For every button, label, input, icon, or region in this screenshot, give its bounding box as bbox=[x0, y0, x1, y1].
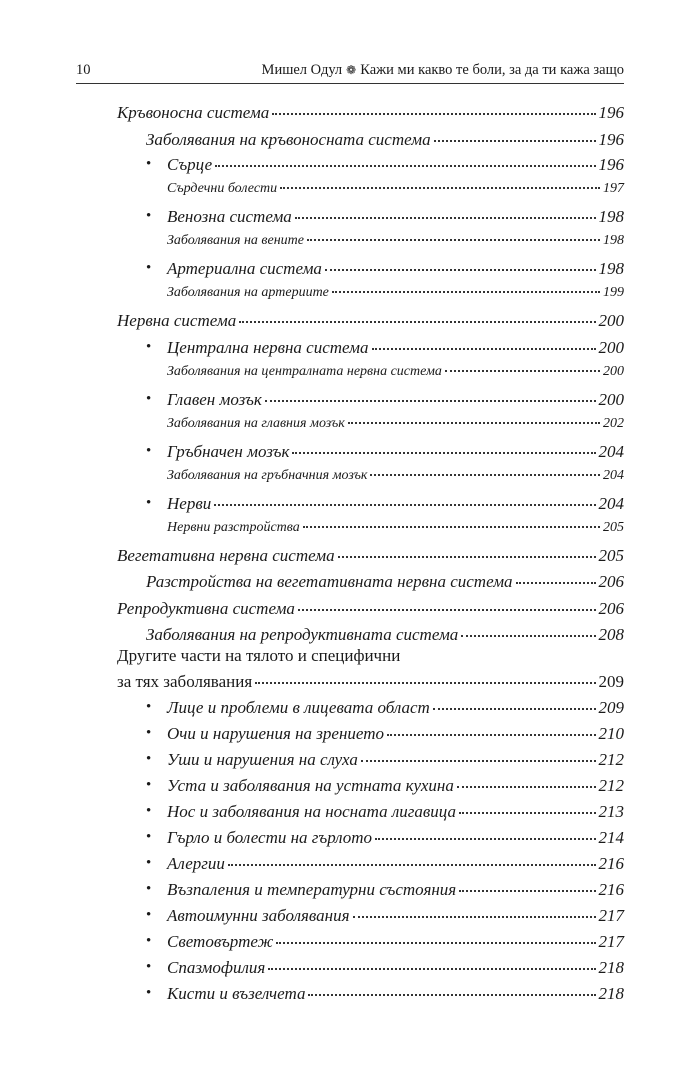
dot-leader bbox=[348, 421, 600, 424]
dot-leader bbox=[338, 555, 596, 558]
toc-entry-label: Спазмофилия bbox=[167, 958, 266, 977]
toc-entry-label: Вегетативна нервна система bbox=[117, 546, 335, 565]
toc-entry-label: Сърдечни болести bbox=[167, 181, 278, 196]
toc-entry-label: Лице и проблеми в лицевата област bbox=[167, 698, 430, 717]
dot-leader bbox=[387, 733, 596, 736]
toc-entry[interactable] bbox=[167, 932, 624, 952]
dot-leader bbox=[434, 139, 596, 142]
toc-entry-page: 204 bbox=[598, 494, 624, 513]
toc-entry[interactable] bbox=[146, 572, 624, 592]
bullet-icon: • bbox=[146, 855, 152, 871]
author-name: Мишел Одул bbox=[261, 62, 343, 78]
toc-entry-label: Гръбначен мозък bbox=[167, 442, 290, 461]
bullet-icon: • bbox=[146, 208, 152, 224]
dot-leader bbox=[370, 473, 600, 476]
toc-entry[interactable] bbox=[167, 906, 624, 926]
toc-entry[interactable] bbox=[167, 285, 624, 301]
toc-entry-label: Венозна система bbox=[167, 207, 292, 226]
toc-entry[interactable] bbox=[167, 390, 624, 410]
toc-entry[interactable] bbox=[146, 130, 624, 150]
toc-entry-label: Възпаления и температурни състояния bbox=[167, 880, 457, 899]
toc-entry-label: Алергии bbox=[167, 854, 225, 873]
dot-leader bbox=[353, 915, 596, 918]
toc-entry[interactable] bbox=[167, 468, 624, 484]
toc-entry[interactable] bbox=[167, 520, 624, 536]
toc-entry-label: Нос и заболявания на носната лигавица bbox=[167, 802, 456, 821]
toc-entry-page: 208 bbox=[598, 625, 624, 644]
toc-entry-page: 216 bbox=[598, 880, 624, 899]
toc-entry[interactable] bbox=[167, 442, 624, 462]
dot-leader bbox=[375, 837, 596, 840]
toc-entry-label: Уши и нарушения на слуха bbox=[167, 750, 358, 769]
bullet-icon: • bbox=[146, 495, 152, 511]
toc-entry-page: 209 bbox=[598, 672, 624, 691]
dot-leader bbox=[215, 164, 595, 167]
toc-entry-page: 209 bbox=[598, 698, 624, 717]
dot-leader bbox=[298, 608, 596, 611]
toc-entry-label: Заболявания на вените bbox=[167, 233, 304, 248]
toc-entry-page: 198 bbox=[598, 207, 624, 226]
toc-entry[interactable] bbox=[117, 672, 624, 692]
toc-entry-page: 206 bbox=[598, 572, 624, 591]
toc-entry-label: Заболявания на централната нервна система bbox=[167, 364, 442, 379]
bullet-icon: • bbox=[146, 260, 152, 276]
toc-entry-page: 205 bbox=[598, 546, 624, 565]
toc-entry[interactable] bbox=[167, 698, 624, 718]
toc-entry-label: Очи и нарушения на зрението bbox=[167, 724, 384, 743]
toc-entry-page: 200 bbox=[598, 390, 624, 409]
toc-entry-label: Заболявания на главния мозък bbox=[167, 416, 345, 431]
toc-entry-label: Нервна система bbox=[117, 311, 237, 330]
toc-entry-page: 200 bbox=[598, 338, 624, 357]
toc-entry-page: 196 bbox=[598, 130, 624, 149]
toc-entry[interactable] bbox=[167, 416, 624, 432]
bullet-icon: • bbox=[146, 751, 152, 767]
bullet-icon: • bbox=[146, 933, 152, 949]
toc-entry-label: Нерви bbox=[167, 494, 212, 513]
toc-entry-label: Артериална система bbox=[167, 259, 322, 278]
toc-entry-page: 217 bbox=[598, 932, 624, 951]
toc-entry-page: 218 bbox=[598, 958, 624, 977]
toc-entry[interactable] bbox=[167, 750, 624, 770]
toc-entry-page: 212 bbox=[598, 750, 624, 769]
dot-leader bbox=[228, 863, 596, 866]
toc-entry[interactable] bbox=[167, 338, 624, 358]
toc-entry-page: 214 bbox=[598, 828, 624, 847]
toc-entry-label: Автоимунни заболявания bbox=[167, 906, 350, 925]
toc-entry-page: 204 bbox=[598, 442, 624, 461]
toc-entry[interactable] bbox=[167, 155, 624, 175]
toc-entry-label: Кисти и възелчета bbox=[167, 984, 306, 1003]
bullet-icon: • bbox=[146, 777, 152, 793]
toc-entry[interactable] bbox=[146, 625, 624, 645]
dot-leader bbox=[332, 290, 600, 293]
toc-entry-label: Световъртеж bbox=[167, 932, 274, 951]
bullet-icon: • bbox=[146, 156, 152, 172]
toc-entry-label: за тях заболявания bbox=[117, 672, 253, 691]
dot-leader bbox=[459, 889, 595, 892]
toc-entry[interactable] bbox=[167, 207, 624, 227]
toc-entry-label: Кръвоносна система bbox=[117, 103, 270, 122]
running-title bbox=[262, 62, 624, 79]
toc-entry[interactable] bbox=[117, 311, 624, 331]
toc-entry[interactable] bbox=[167, 494, 624, 514]
toc-entry-label: Заболявания на гръбначния мозък bbox=[167, 468, 368, 483]
toc-entry[interactable] bbox=[117, 103, 624, 123]
bullet-icon: • bbox=[146, 339, 152, 355]
toc-entry-label: Заболявания на репродуктивната система bbox=[146, 625, 459, 644]
bullet-icon: • bbox=[146, 443, 152, 459]
toc-entry-page: 197 bbox=[603, 181, 624, 196]
toc-entry-label: Нервни разстройства bbox=[167, 520, 300, 535]
toc-entry-page: 196 bbox=[598, 155, 624, 174]
dot-leader bbox=[255, 681, 595, 684]
bullet-icon: • bbox=[146, 881, 152, 897]
toc-entry-label: Уста и заболявания на устната кухина bbox=[167, 776, 454, 795]
toc-entry-page: 218 bbox=[598, 984, 624, 1003]
toc-entry-page: 200 bbox=[603, 364, 624, 379]
bullet-icon: • bbox=[146, 985, 152, 1001]
dot-leader bbox=[433, 707, 596, 710]
toc-entry[interactable] bbox=[167, 259, 624, 279]
toc-entry[interactable] bbox=[167, 724, 624, 744]
toc-heading-line: Другите части на тялото и специфични bbox=[117, 646, 401, 665]
toc-entry-page: 217 bbox=[598, 906, 624, 925]
toc-entry-page: 202 bbox=[603, 416, 624, 431]
dot-leader bbox=[295, 216, 596, 219]
toc-entry[interactable] bbox=[167, 802, 624, 822]
toc-entry-label: Заболявания на артериите bbox=[167, 285, 329, 300]
toc-entry-label: Заболявания на кръвоносната система bbox=[146, 130, 431, 149]
dot-leader bbox=[516, 581, 596, 584]
dot-leader bbox=[292, 451, 595, 454]
dot-leader bbox=[457, 785, 596, 788]
dot-leader bbox=[265, 399, 596, 402]
toc-entry[interactable] bbox=[167, 984, 624, 1004]
toc-entry-label: Репродуктивна система bbox=[117, 599, 295, 618]
dot-leader bbox=[268, 967, 595, 970]
toc-entry-label: Централна нервна система bbox=[167, 338, 369, 357]
dot-leader bbox=[214, 503, 595, 506]
toc-entry[interactable] bbox=[167, 233, 624, 249]
bullet-icon: • bbox=[146, 803, 152, 819]
toc-entry-page: 199 bbox=[603, 285, 624, 300]
dot-leader bbox=[372, 347, 596, 350]
dot-leader bbox=[239, 320, 595, 323]
bullet-icon: • bbox=[146, 699, 152, 715]
toc-entry-page: 216 bbox=[598, 854, 624, 873]
toc-entry[interactable] bbox=[167, 364, 624, 380]
bullet-icon: • bbox=[146, 391, 152, 407]
toc-entry-page: 200 bbox=[598, 311, 624, 330]
bullet-icon: • bbox=[146, 907, 152, 923]
dot-leader bbox=[307, 238, 600, 241]
toc-entry-page: 196 bbox=[598, 103, 624, 122]
toc-entry[interactable] bbox=[117, 599, 624, 619]
bullet-icon: • bbox=[146, 959, 152, 975]
book-title: Кажи ми какво те боли, за да ти кажа защо bbox=[360, 62, 624, 78]
toc-entry[interactable] bbox=[167, 181, 624, 197]
toc-entry-label: Главен мозък bbox=[167, 390, 262, 409]
toc-entry[interactable] bbox=[167, 828, 624, 848]
page-header bbox=[76, 60, 624, 84]
toc-entry-page: 213 bbox=[598, 802, 624, 821]
toc-entry[interactable] bbox=[167, 880, 624, 900]
bullet-icon: • bbox=[146, 829, 152, 845]
toc-entry-page: 212 bbox=[598, 776, 624, 795]
toc-entry-label: Сърце bbox=[167, 155, 213, 174]
toc-entry-page: 198 bbox=[598, 259, 624, 278]
toc-entry[interactable] bbox=[167, 776, 624, 796]
page-number: 10 bbox=[76, 62, 91, 78]
dot-leader bbox=[303, 525, 600, 528]
toc-entry-label: Разстройства на вегетативната нервна система bbox=[146, 572, 513, 591]
ornament-icon: ❁ bbox=[346, 63, 357, 77]
toc-entry[interactable] bbox=[167, 854, 624, 874]
toc-entry[interactable] bbox=[167, 958, 624, 978]
toc-entry-label: Гърло и болести на гърлото bbox=[167, 828, 372, 847]
dot-leader bbox=[276, 941, 595, 944]
toc-entry-page: 210 bbox=[598, 724, 624, 743]
dot-leader bbox=[361, 759, 596, 762]
dot-leader bbox=[445, 369, 600, 372]
dot-leader bbox=[461, 634, 595, 637]
dot-leader bbox=[459, 811, 596, 814]
dot-leader bbox=[272, 112, 595, 115]
toc-entry-page: 206 bbox=[598, 599, 624, 618]
dot-leader bbox=[325, 268, 596, 271]
dot-leader bbox=[280, 186, 600, 189]
toc-entry-page: 204 bbox=[603, 468, 624, 483]
bullet-icon: • bbox=[146, 725, 152, 741]
toc-entry[interactable] bbox=[117, 546, 624, 566]
dot-leader bbox=[308, 993, 595, 996]
toc-entry-page: 198 bbox=[603, 233, 624, 248]
toc-entry-page: 205 bbox=[603, 520, 624, 535]
